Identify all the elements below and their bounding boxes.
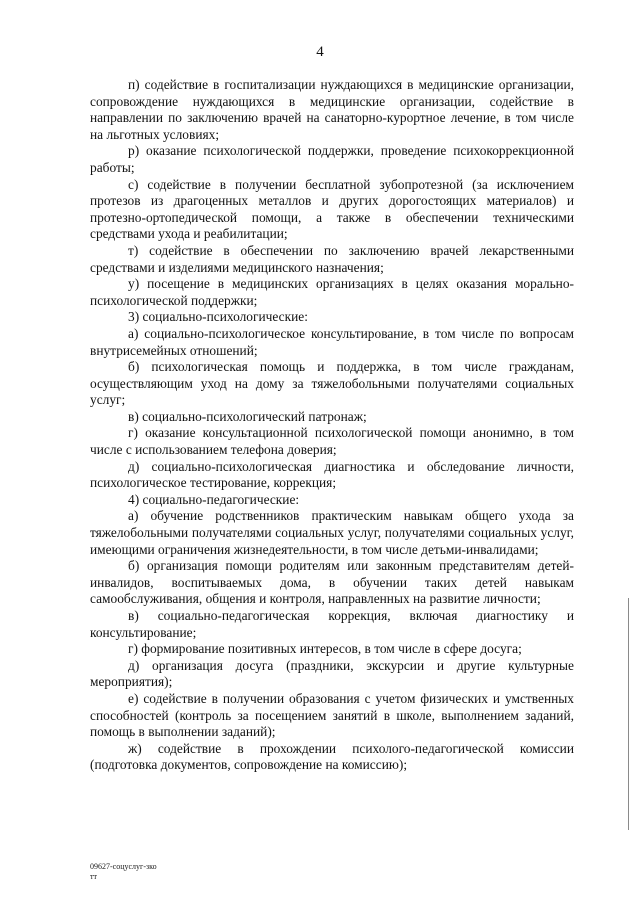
paragraph: п) содействие в госпитализации нуждающихся в медицинские организации, сопровождение нуждающихся в медицинские организации, содействие в направлении по заключению врачей на санаторно-курортное лечение, в том числе на льготных условиях; (90, 77, 574, 142)
section-heading: 4) социально-педагогические: (128, 491, 300, 507)
paragraph: б) психологическая помощь и поддержка, в том числе гражданам, осуществляющим уход на дому за тяжелобольными получателями социальных услуг; (90, 359, 574, 408)
paragraph: в) социально-психологический патронаж; (128, 408, 367, 424)
section-heading: 3) социально-психологические: (128, 309, 308, 325)
paragraph: д) социально-психологическая диагностика и обследование личности, психологическое тестирование, коррекция; (90, 458, 574, 491)
paragraph: ж) содействие в прохождении психолого-педагогической комиссии (подготовка документов, сопровождение на комиссию); (90, 740, 574, 773)
paragraph: е) содействие в получении образования с учетом физических и умственных способностей (контроль за посещением занятий в школе, выполнением заданий, помощь в выполнении заданий); (90, 690, 574, 740)
footer-initials: тт (90, 872, 97, 881)
page-number: 4 (316, 44, 324, 60)
footer (90, 862, 157, 882)
document-body (90, 77, 574, 774)
paragraph: г) формирование позитивных интересов, в том числе в сфере досуга; (128, 641, 522, 657)
paragraph: р) оказание психологической поддержки, проведение психокоррекционной работы; (90, 143, 574, 175)
paragraph: в) социально-педагогическая коррекция, включая диагностику и консультирование; (90, 608, 574, 640)
scan-edge-line (628, 598, 629, 830)
paragraph: т) содействие в обеспечении по заключению врачей лекарственными средствами и изделиями медицинского назначения; (90, 242, 574, 275)
paragraph: а) обучение родственников практическим навыкам общего ухода за тяжелобольными получателями социальных услуг, получателями социальных услуг, имеющими ограничения жизнедеятельности, в том числе детьми-инвалидами; (90, 508, 574, 557)
paragraph: б) организация помощи родителям или законным представителям детей-инвалидов, воспитываемых дома, в обучении таких детей навыкам самообслуживания, общения и контроля, направленных на развитие личности; (90, 558, 574, 607)
paragraph: а) социально-психологическое консультирование, в том числе по вопросам внутрисемейных отношений; (90, 325, 574, 358)
paragraph: с) содействие в получении бесплатной зубопротезной (за исключением протезов из драгоценных металлов и других дорогостоящих материалов) и протезно-ортопедической помощи, а также в обеспечении техническими средствами ухода и реабилитации; (90, 176, 574, 242)
paragraph: у) посещение в медицинских организациях в целях оказания морально-психологической поддержки; (90, 276, 574, 308)
footer-doc-code: 09627-соцуслуг-зко (90, 862, 157, 871)
paragraph: д) организация досуга (праздники, экскурсии и другие культурные мероприятия); (90, 657, 574, 690)
paragraph: г) оказание консультационной психологической помощи анонимно, в том числе с использованием телефона доверия; (90, 425, 574, 458)
